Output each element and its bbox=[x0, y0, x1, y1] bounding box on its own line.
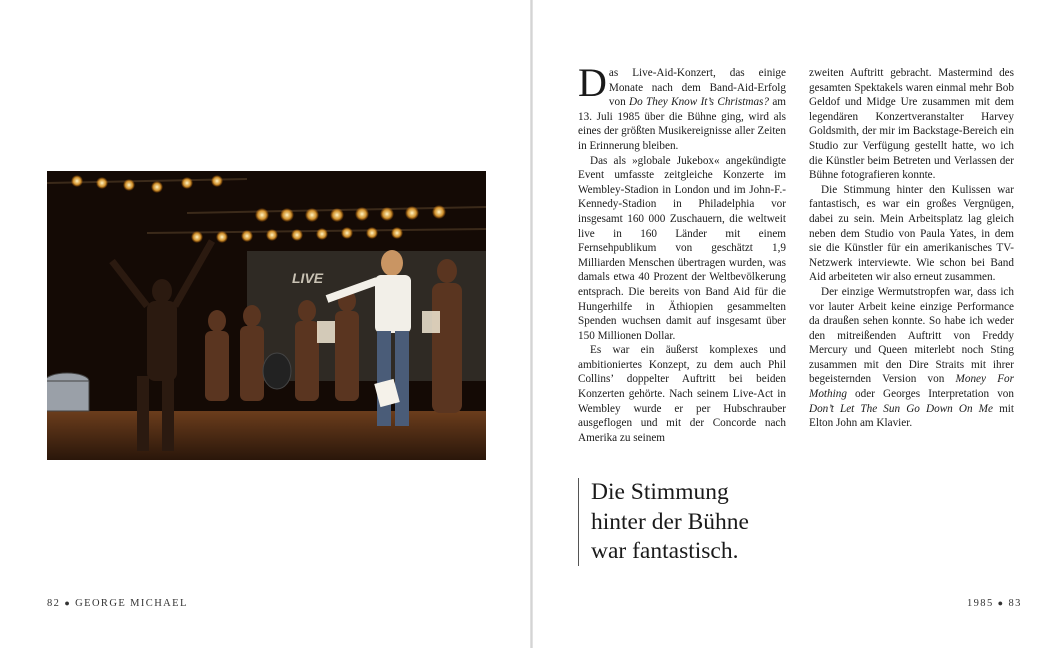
pull-quote-line: hinter der Bühne bbox=[591, 508, 749, 535]
song-title: Money For Mothing bbox=[809, 373, 1014, 401]
paragraph-text: oder Georges Interpretation von bbox=[846, 388, 1014, 401]
text-column-2 bbox=[809, 66, 1014, 431]
running-head: GEORGE MICHAEL bbox=[75, 598, 188, 609]
running-head: 1985 bbox=[967, 598, 994, 609]
page-number: 82 bbox=[47, 598, 61, 609]
paragraph: Es war ein äußerst komplexes und ambitioniertes Konzept, zu dem auch Phil Collins’ doppelter Auftritt bei beiden Konzerten gehörte. Nach seinem Live-Act in Wembley wurde er per Hubschrauber ausgeflogen und mit der Concorde nach Amerika zu seinem bbox=[578, 344, 786, 444]
song-title: Don’t Let The Sun Go Down On Me bbox=[809, 402, 993, 415]
paragraph: Die Stimmung hinter den Kulissen war fantastisch, es war ein großes Vergnügen, dabei zu sein. Mein Arbeitsplatz lag gleich neben dem Studio von Paula Yates, in dem sie die Künstler für ein amerikanisches TV-Netzwerk interviewte. Wie schon bei Band Aid arbeiteten wir also erneut zusammen. bbox=[809, 183, 1014, 284]
paragraph bbox=[809, 285, 1014, 431]
pull-quote-line: Die Stimmung bbox=[591, 479, 729, 505]
concert-photo bbox=[47, 171, 486, 460]
paragraph bbox=[578, 60, 786, 154]
paragraph-text: mit Elton John am Klavier. bbox=[809, 402, 1014, 430]
paragraph: zweiten Auftritt gebracht. Mastermind des gesamten Spektakels waren einmal mehr Bob Geldof und Midge Ure zusammen mit dem legendären Konzertveranstalter Harvey Goldsmith, der mir im Backstage-Bereich ein Studio zur Verfügung gestellt hatte, wo ich die Künstler beim Betreten und Verlassen der Bühne fotografieren konnte. bbox=[809, 67, 1014, 182]
paragraph-text: am 13. Juli 1985 über die Bühne ging, wird als eines der größten Musikereignisse aller Zeiten in Erinnerung bleiben. bbox=[578, 96, 786, 152]
paragraph-text: Der einzige Wermutstropfen war, dass ich vor lauter Arbeit keine einzige Performance da draußen sehen konnte. So habe ich weder den mitreißenden Auftritt von Freddy Mercury und Queen miterlebt noch Sting zusammen mit den Dire Straits mit ihrer begeisternden Version von bbox=[809, 285, 1014, 386]
pull-quote-line: war fantastisch. bbox=[591, 538, 739, 564]
page-number: 83 bbox=[1008, 598, 1022, 609]
paragraph-text: as Live-Aid-Konzert, das einige Monate nach dem Band-Aid-Erfolg von bbox=[608, 67, 786, 109]
left-folio bbox=[47, 598, 188, 609]
pull-quote bbox=[578, 478, 749, 566]
bullet-icon: ● bbox=[64, 598, 72, 608]
bullet-icon: ● bbox=[997, 598, 1005, 608]
paragraph: Das als »globale Jukebox« angekündigte Event umfasste zeitgleiche Konzerte im Wembley-Stadion in London und im John-F.-Kennedy-Stadion in Philadelphia vor insgesamt 160 000 Zuschauern, die weltweit live in 160 Länder mit einem Fernsehpublikum von geschätzt 1,9 Milliarden Menschen übertragen wurden, was damals etwa 40 Prozent der Weltbevölkerung entsprach. Die bereits von Band Aid für die Hungerhilfe in Äthiopien gesammelten Spenden wuchsen damit auf insgesamt über 150 Millionen Dollar. bbox=[578, 154, 786, 342]
concert-stage-illustration bbox=[47, 171, 486, 460]
right-folio bbox=[967, 598, 1022, 609]
stage-sign-text: LIVE bbox=[292, 270, 324, 286]
drop-cap: D bbox=[578, 60, 607, 105]
text-column-1 bbox=[578, 60, 786, 445]
song-title: Do They Know It’s Christmas? bbox=[629, 96, 769, 109]
